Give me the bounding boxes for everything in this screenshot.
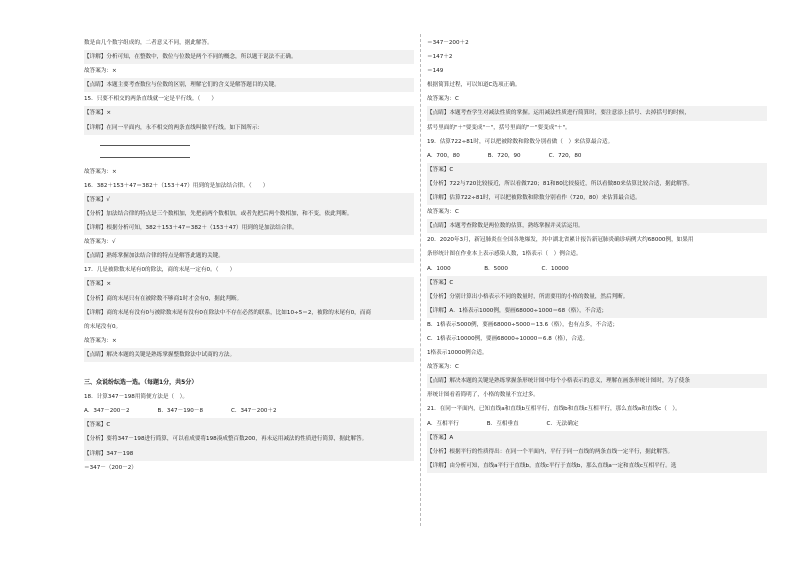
detail-line: 【详解】在同一平面内，永不相交的两条直线叫做平行线。如下图所示：: [84, 121, 414, 135]
calc-step: ＝347－（200－2）: [84, 464, 137, 471]
analysis-line: 【分析】加法结合律的特点是三个数相加，先把前两个数相加，或者先把后两个数相加，和不变，依此判断。: [84, 207, 414, 221]
note-line: 【点睛】本题主要考查数位与位数的区别，理解它们的含义是解答题目的关键。: [84, 78, 414, 92]
analysis-line: 【分析】722与720比较接近，所以看做720；81和80比较接近，所以看做80来估算比较合适，据此解答。: [427, 177, 767, 191]
right-column: [427, 36, 767, 473]
question-21: 21．在同一平面内，已知直线a和直线b互相平行，直线b和直线c互相平行，那么直线a和直线c（ ）。: [427, 406, 681, 413]
options-line: A．347－200－2 B．347－190－8 C．347－200＋2: [84, 408, 277, 415]
parallel-line-bottom: [100, 157, 190, 158]
detail-line: 【详解】分析可知，在整数中，数位与位数是两个不同的概念，所以题干说法不正确。: [84, 50, 414, 64]
question-16: 16．382＋153＋47＝382＋（153＋47）用到的是加法结合律。（ ）: [84, 182, 269, 189]
detail-line: 【详解】估算722÷81时，可以把被除数和除数分别看作（720，80）来估算最合适。: [427, 191, 767, 205]
note-line: 【点睛】熟练掌握加法结合律的特点是解答此题的关键。: [84, 249, 414, 263]
analysis-line: 【分析】根据平行的性质得出：在同一个平面内，平行于同一直线的两条直线一定平行，据此解答。: [427, 445, 767, 459]
options-line: A．1000 B．5000 C．10000: [427, 265, 569, 272]
answer-line: 【答案】C: [427, 276, 767, 290]
conclusion-line: 故答案为：×: [84, 168, 117, 175]
text-line: 根据简算过程，可以知道C选项正确。: [427, 82, 521, 89]
answer-line: 【答案】√: [84, 193, 414, 207]
calc-step: ＝149: [427, 68, 444, 75]
options-line: A．互相平行 B．互相垂直 C．无法确定: [427, 420, 579, 427]
detail-line: 【详解】347－198: [84, 447, 414, 461]
left-column: [84, 36, 414, 475]
question-18: 18．计算347－198用简便方法是（ ）。: [84, 394, 188, 401]
conclusion-line: 故答案为：×: [84, 337, 117, 344]
section-heading: 三、众说纷纭选一选。（每题1分，共5分）: [84, 379, 198, 387]
question-17: 17．几是被除数末尾有0的除法，商的末尾一定有0。（ ）: [84, 267, 236, 274]
detail-line: 【详解】A．1格表示1000例，要画68000÷1000＝68（格），不合适；: [427, 304, 767, 318]
analysis-line: 【分析】分别计算出小格表示不同的数量时，所需要用的小格的数量，然后判断。: [427, 290, 767, 304]
answer-line: 【答案】A: [427, 431, 767, 445]
conclusion-line: 故答案为：C: [427, 209, 459, 216]
question-15: 15．只要不相交的两条直线就一定是平行线。（ ）: [84, 96, 217, 103]
detail-line: 【详解】根据分析可知，382＋153＋47＝382＋（153＋47）用到的是加法结合律。: [84, 221, 414, 235]
question-19: 19．估算722÷81时，可以把被除数和除数分别看做（ ）来估算最合适。: [427, 138, 614, 145]
analysis-line: 【分析】商的末尾只有在被除数不够商1时才会有0，据此判断。: [84, 292, 414, 306]
options-line: A．700，80 B．720，90 C．720，80: [427, 152, 582, 159]
conclusion-line: 故答案为：×: [84, 68, 117, 75]
column-divider: [420, 34, 421, 526]
calc-step: ＝347－200＋2: [427, 40, 469, 46]
question-20: 20．2020年3月，新冠肺炎在全国各地爆发，其中湖北省累计报告新冠肺炎确诊病例大约68000例，如果用: [427, 237, 694, 244]
question-20-continued: 条形统计图在作业本上表示感染人数，1格表示（ ）例合适。: [427, 251, 582, 258]
parallel-line-top: [100, 145, 190, 146]
answer-line: 【答案】×: [84, 106, 414, 120]
detail-line-continued: 的末尾没有0。: [84, 323, 122, 330]
note-line-continued: 括号里面的"＋"要变成"－"，括号里面的"－"要变成"＋"。: [427, 124, 571, 131]
conclusion-line: 故答案为：C: [427, 96, 459, 103]
conclusion-line: 故答案为：√: [84, 239, 116, 246]
detail-line-continued: B．1格表示5000例，要画68000÷5000＝13.6（格），也有点多，不合适；: [427, 321, 619, 328]
note-line: 【点睛】本题考查除数是两位数的估算，熟练掌握并灵活运用。: [427, 219, 767, 233]
answer-line: 【答案】C: [84, 418, 414, 432]
note-line: 【点睛】本题考查学生对减法性质的掌握。运用减法性质进行简算时，要注意添上括号、去掉括号的时候，: [427, 106, 767, 120]
calc-step: ＝147＋2: [427, 54, 453, 61]
analysis-line: 【分析】要将347－198进行简算，可以看成要将198凑成整百数200，再未运用减法的性质进行简算，据此解答。: [84, 432, 414, 446]
conclusion-line: 故答案为：C: [427, 364, 459, 371]
note-line: 【点睛】解决本题的关键是熟练掌握条形统计图中每个小格表示的意义，理解在画条形统计图时，为了使条: [427, 374, 767, 388]
answer-line: 【答案】C: [427, 163, 767, 177]
note-line: 【点睛】解决本题的关键是熟练掌握整数除法中试商的方法。: [84, 348, 414, 362]
detail-line: 【详解】由分析可知，直线a平行于直线b，直线c平行于直线b，那么直线a一定和直线c互相平行。选: [427, 459, 767, 473]
parallel-lines-figure: [84, 135, 414, 165]
note-line-continued: 形统计图看着简明了，小格的数量不宜过多。: [427, 392, 539, 399]
text-line: 数是由几个数字组成的，二者意义不同，据此解答。: [84, 40, 213, 46]
detail-line: 【详解】商的末尾有没有0与被除数末尾有没有0在除法中不存在必然的联系，比如10÷5＝2，被除的末尾有0，而商: [84, 306, 414, 320]
spacer: [84, 362, 414, 376]
detail-line-continued: 1格表示10000例合适。: [427, 350, 488, 357]
detail-line-continued: C．1格表示10000例，要画68000÷10000＝6.8（格），合适。: [427, 335, 589, 342]
answer-line: 【答案】×: [84, 277, 414, 291]
